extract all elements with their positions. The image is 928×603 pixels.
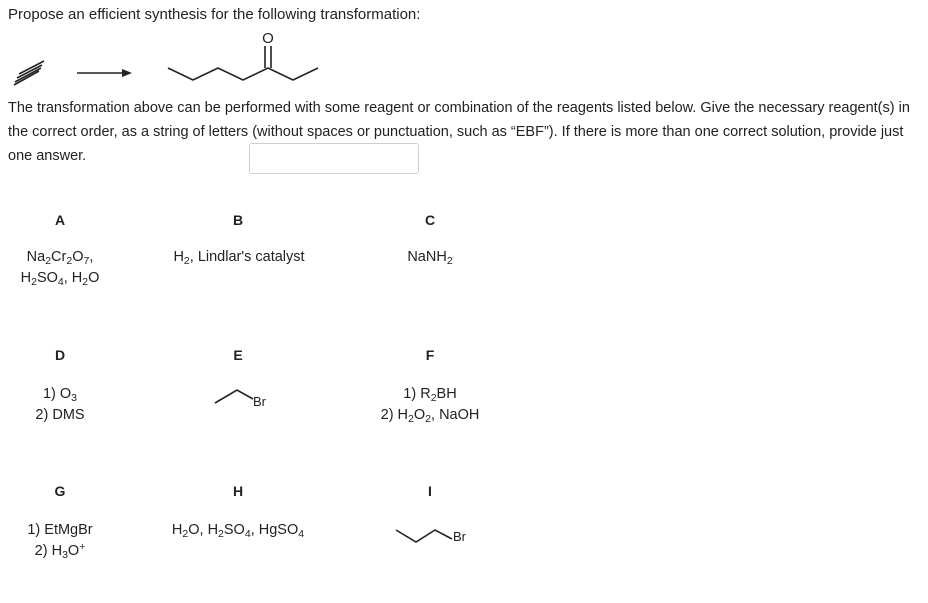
- reagent-b-line-1: $H_2$, Lindlar's catalyst: [173, 249, 305, 267]
- reagent-letter-a: A: [54, 212, 66, 228]
- reagent-e-structure: [205, 380, 285, 410]
- hexan-3-one-structure: [168, 46, 318, 80]
- reagent-letter-i: I: [428, 483, 432, 499]
- reaction-arrow: [77, 69, 132, 77]
- carbonyl-oxygen-label: O: [262, 30, 274, 47]
- reagent-g-line-2: 2) $H_3O^+$: [34, 541, 86, 561]
- reagent-h-text: [153, 520, 323, 541]
- reagent-e-bonds: [215, 390, 253, 403]
- acetylene-structure: [14, 61, 44, 85]
- instructions-text: The transformation above can be performed with some reagent or combination of the reagents listed below. Give the necessary reagent(s) in the correct order, as a string of letters (without spaces or punctuation, such as “EBF”). If there is more than one correct solution, provide just one answer.: [8, 100, 910, 164]
- instructions: [8, 96, 920, 168]
- reagent-letter-c: C: [424, 212, 436, 228]
- reagent-f-line-2: 2) $H_2O_2$, NaOH: [380, 407, 480, 425]
- reagent-d-line-2: 2) DMS: [35, 407, 85, 423]
- reagent-g-line-1: 1) EtMgBr: [27, 522, 93, 538]
- reagent-i-bonds: [396, 530, 452, 542]
- reagent-letter-f: F: [425, 347, 435, 363]
- reagent-a-text: [10, 247, 110, 289]
- reagent-e-br-label: Br: [253, 394, 266, 409]
- reagent-letter-b: B: [232, 212, 244, 228]
- reagent-d-line-1: 1) $O_3$: [42, 386, 78, 404]
- reagent-letter-d: D: [54, 347, 66, 363]
- reagent-i-structure: [390, 518, 480, 552]
- reagent-c-line-1: NaNH$_2$: [407, 249, 453, 267]
- reagent-d-text: [10, 384, 110, 426]
- reagent-a-line-2: $H_2SO_4$, $H_2O$: [20, 270, 100, 288]
- reagent-a-line-1: $Na_2Cr_2O_7$,: [26, 249, 94, 267]
- reagent-f-line-1: 1) $R_2BH$: [403, 386, 457, 404]
- reagent-letter-e: E: [233, 347, 243, 363]
- reagent-c-text: [380, 247, 480, 268]
- reagent-g-text: [10, 520, 110, 562]
- reagent-f-text: [365, 384, 495, 426]
- reagent-letter-g: G: [54, 483, 66, 499]
- reaction-scheme: [0, 24, 340, 88]
- question-prompt: Propose an efficient synthesis for the following transformation:: [8, 6, 421, 23]
- reagent-letter-h: H: [232, 483, 244, 499]
- reagent-b-text: [158, 247, 320, 268]
- reagent-i-br-label: Br: [453, 529, 466, 544]
- answer-input[interactable]: [249, 143, 419, 174]
- reagent-h-line-1: $H_2O$, $H_2SO_4$, HgSO$_4$: [171, 522, 305, 540]
